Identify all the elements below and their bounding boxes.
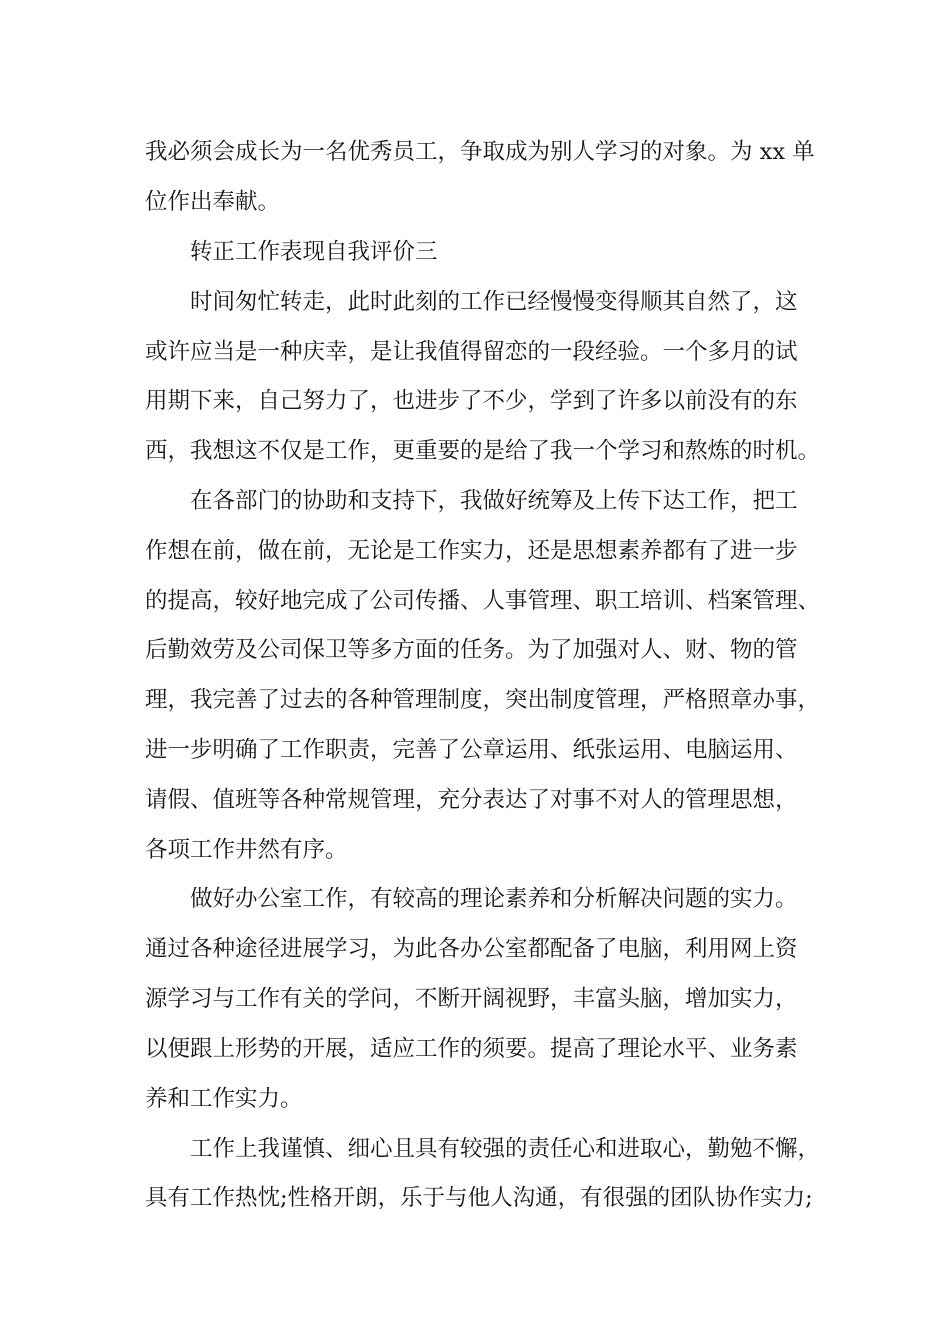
text-line: 的提高，较好地完成了公司传播、人事管理、职工培训、档案管理、 bbox=[145, 588, 821, 614]
text-line: 位作出奉献。 bbox=[145, 189, 281, 215]
text-line: 西，我想这不仅是工作，更重要的是给了我一个学习和熬炼的时机。 bbox=[145, 438, 821, 464]
text-line: 具有工作热忱;性格开朗，乐于与他人沟通，有很强的团队协作实力; bbox=[145, 1185, 813, 1211]
text-line: 用期下来，自己努力了，也进步了不少，学到了许多以前没有的东 bbox=[145, 388, 798, 414]
text-line: 通过各种途径进展学习，为此各办公室都配备了电脑，利用网上资 bbox=[145, 936, 798, 962]
text-line: 源学习与工作有关的学问，不断开阔视野，丰富头脑，增加实力， bbox=[145, 986, 798, 1012]
text-line: 进一步明确了工作职责，完善了公章运用、纸张运用、电脑运用、 bbox=[145, 737, 798, 763]
text-line: 以便跟上形势的开展，适应工作的须要。提高了理论水平、业务素 bbox=[145, 1036, 798, 1062]
text-line: 工作上我谨慎、细心且具有较强的责任心和进取心，勤勉不懈， bbox=[190, 1136, 821, 1162]
text-line: 理，我完善了过去的各种管理制度，突出制度管理，严格照章办事， bbox=[145, 687, 821, 713]
text-line: 或许应当是一种庆幸，是让我值得留恋的一段经验。一个多月的试 bbox=[145, 339, 798, 365]
text-line: 各项工作井然有序。 bbox=[145, 837, 348, 863]
section-heading: 转正工作表现自我评价三 bbox=[190, 239, 438, 265]
text-line: 请假、值班等各种常规管理，充分表达了对事不对人的管理思想， bbox=[145, 787, 798, 813]
text-line: 时间匆忙转走，此时此刻的工作已经慢慢变得顺其自然了，这 bbox=[190, 289, 798, 315]
text-line: 后勤效劳及公司保卫等多方面的任务。为了加强对人、财、物的管 bbox=[145, 637, 798, 663]
text-line: 在各部门的协助和支持下，我做好统筹及上传下达工作，把工 bbox=[190, 488, 798, 514]
text-line: 我必须会成长为一名优秀员工，争取成为别人学习的对象。为 xx 单 bbox=[145, 139, 815, 165]
text-line: 做好办公室工作，有较高的理论素养和分析解决问题的实力。 bbox=[190, 886, 798, 912]
text-line: 养和工作实力。 bbox=[145, 1086, 303, 1112]
text-line: 作想在前，做在前，无论是工作实力，还是思想素养都有了进一步 bbox=[145, 538, 798, 564]
